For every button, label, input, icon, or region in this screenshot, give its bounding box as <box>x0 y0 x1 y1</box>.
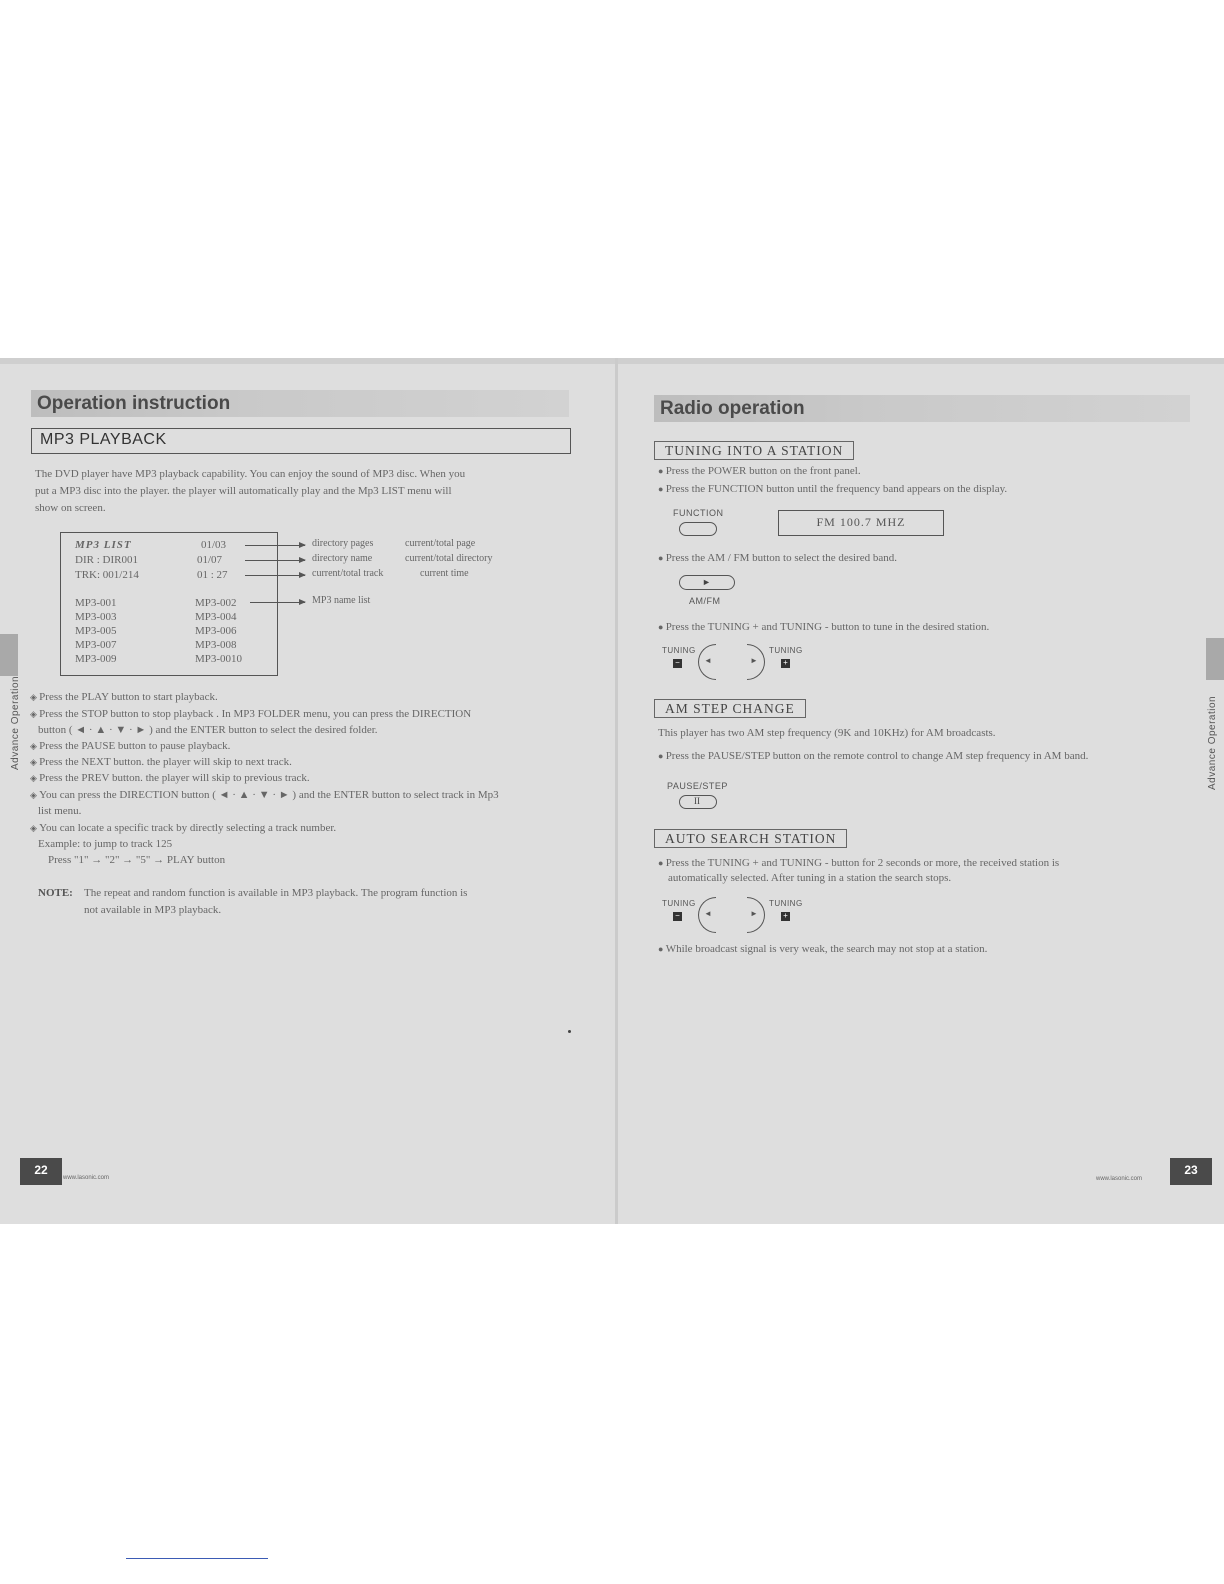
am-step: ● Press the PAUSE/STEP button on the remote control to change AM step frequency in AM band. <box>658 750 1089 762</box>
left-page <box>0 358 617 1224</box>
example-line: Example: to jump to track 125 <box>38 838 173 850</box>
annotation-desc: current/total directory <box>405 553 493 564</box>
mp3-file: MP3-0010 <box>195 653 243 665</box>
link-underline <box>126 1558 268 1559</box>
footer-url: www.lasonic.com <box>63 1175 110 1181</box>
arrow-right-icon <box>245 575 305 576</box>
mp3-file: MP3-009 <box>75 653 117 665</box>
auto-line: ● Press the TUNING + and TUNING - button for 2 seconds or more, the received station is <box>658 857 1060 869</box>
am-step-heading: AM STEP CHANGE <box>654 699 806 718</box>
mp3-file: MP3-005 <box>75 625 117 637</box>
plus-icon: + <box>781 912 790 921</box>
amfm-label: AM/FM <box>689 596 721 606</box>
step-line: ◈ You can press the DIRECTION button ( ◄ · ▲ · ▼ · ► ) and the ENTER button to select track in Mp3 <box>30 789 499 801</box>
right-page <box>617 358 1224 1224</box>
amfm-step: ● Press the AM / FM button to select the desired band. <box>658 552 897 564</box>
note-line: not available in MP3 playback. <box>84 904 222 916</box>
tuning-plus-label: TUNING <box>769 899 803 908</box>
minus-icon: − <box>673 659 682 668</box>
step-line: button ( ◄ · ▲ · ▼ · ► ) and the ENTER button to select the desired folder. <box>38 724 378 736</box>
tuning-left-button-icon: ◄ <box>698 644 716 680</box>
trk-value: TRK: 001/214 <box>75 569 139 581</box>
tuning-left-button-icon: ◄ <box>698 897 716 933</box>
mp3-list-title: MP3 LIST <box>75 539 132 551</box>
example-keys: Press "1" → "2" → "5" → PLAY button <box>48 854 226 866</box>
annotation-desc: current time <box>420 568 469 579</box>
footer-url: www.lasonic.com <box>1096 1176 1143 1182</box>
note-line: The repeat and random function is available in MP3 playback. The program function is <box>84 887 468 899</box>
arrow-right-icon <box>245 560 305 561</box>
step-line: list menu. <box>38 805 82 817</box>
mp3-file: MP3-006 <box>195 625 237 637</box>
annotation-label: directory name <box>312 553 373 564</box>
manual-spread <box>0 358 1224 1224</box>
tuning-minus-label: TUNING <box>662 646 696 655</box>
auto-line: automatically selected. After tuning in a station the search stops. <box>668 872 952 884</box>
side-label: Advance Operation <box>10 675 21 770</box>
tuning-right-button-icon: ► <box>747 644 765 680</box>
pause-button-icon: II <box>679 795 717 809</box>
function-button-icon <box>679 522 717 536</box>
plus-icon: + <box>781 659 790 668</box>
mp3-file: MP3-002 <box>195 597 237 609</box>
section-title: Radio operation <box>654 395 1190 422</box>
step-line: ◈ Press the STOP button to stop playback . In MP3 FOLDER menu, you can press the DIRECTION <box>30 708 472 720</box>
note-label: NOTE: <box>38 887 73 899</box>
step-line: ◈ Press the PREV button. the player will skip to previous track. <box>30 772 310 784</box>
tuning-step: ● Press the POWER button on the front panel. <box>658 465 861 477</box>
step-line: ◈ Press the PAUSE button to pause playback. <box>30 740 231 752</box>
arrow-right-icon <box>250 602 305 603</box>
intro-line: put a MP3 disc into the player. the player will automatically play and the Mp3 LIST menu will <box>35 485 452 497</box>
annotation-label: directory pages <box>312 538 374 549</box>
intro-line: show on screen. <box>35 502 106 514</box>
mp3-file: MP3-003 <box>75 611 117 623</box>
mp3-playback-heading: MP3 PLAYBACK <box>31 428 571 454</box>
tuning-step: ● Press the FUNCTION button until the frequency band appears on the display. <box>658 483 1008 495</box>
mp3-file: MP3-007 <box>75 639 117 651</box>
dir-value: DIR : DIR001 <box>75 554 138 566</box>
annotation-label: MP3 name list <box>312 595 371 606</box>
mp3-file: MP3-004 <box>195 611 237 623</box>
tuning-minus-label: TUNING <box>662 899 696 908</box>
page-count: 01/03 <box>201 539 227 551</box>
annotation-label: current/total track <box>312 568 384 579</box>
function-label: FUNCTION <box>673 508 724 518</box>
page-number: 22 <box>20 1158 62 1185</box>
mp3-list-menu <box>60 532 278 676</box>
time-value: 01 : 27 <box>197 569 228 581</box>
page-number: 23 <box>1170 1158 1212 1185</box>
play-button-icon: ► <box>679 575 735 590</box>
pause-step-label: PAUSE/STEP <box>667 781 728 791</box>
arrow-right-icon <box>245 545 305 546</box>
tune-step: ● Press the TUNING + and TUNING - button to tune in the desired station. <box>658 621 990 633</box>
side-tab <box>1206 638 1224 680</box>
intro-paragraph <box>35 466 585 517</box>
dir-count: 01/07 <box>197 554 223 566</box>
section-title: Operation instruction <box>31 390 569 417</box>
auto-search-heading: AUTO SEARCH STATION <box>654 829 847 848</box>
mp3-file: MP3-008 <box>195 639 237 651</box>
side-label: Advance Operation <box>1207 695 1218 790</box>
tuning-heading: TUNING INTO A STATION <box>654 441 854 460</box>
tuning-right-button-icon: ► <box>747 897 765 933</box>
weak-note: ● While broadcast signal is very weak, the search may not stop at a station. <box>658 943 988 955</box>
tuning-plus-label: TUNING <box>769 646 803 655</box>
am-text: This player has two AM step frequency (9K and 10KHz) for AM broadcasts. <box>658 727 996 739</box>
mp3-file: MP3-001 <box>75 597 117 609</box>
step-line: ◈ You can locate a specific track by directly selecting a track number. <box>30 822 337 834</box>
minus-icon: − <box>673 912 682 921</box>
frequency-display: FM 100.7 MHZ <box>778 510 944 536</box>
annotation-desc: current/total page <box>405 538 476 549</box>
side-tab <box>0 634 18 676</box>
scan-speck <box>568 1030 571 1033</box>
step-line: ◈ Press the PLAY button to start playback. <box>30 691 218 703</box>
step-line: ◈ Press the NEXT button. the player will skip to next track. <box>30 756 292 768</box>
intro-line: The DVD player have MP3 playback capability. You can enjoy the sound of MP3 disc. When you <box>35 468 466 480</box>
